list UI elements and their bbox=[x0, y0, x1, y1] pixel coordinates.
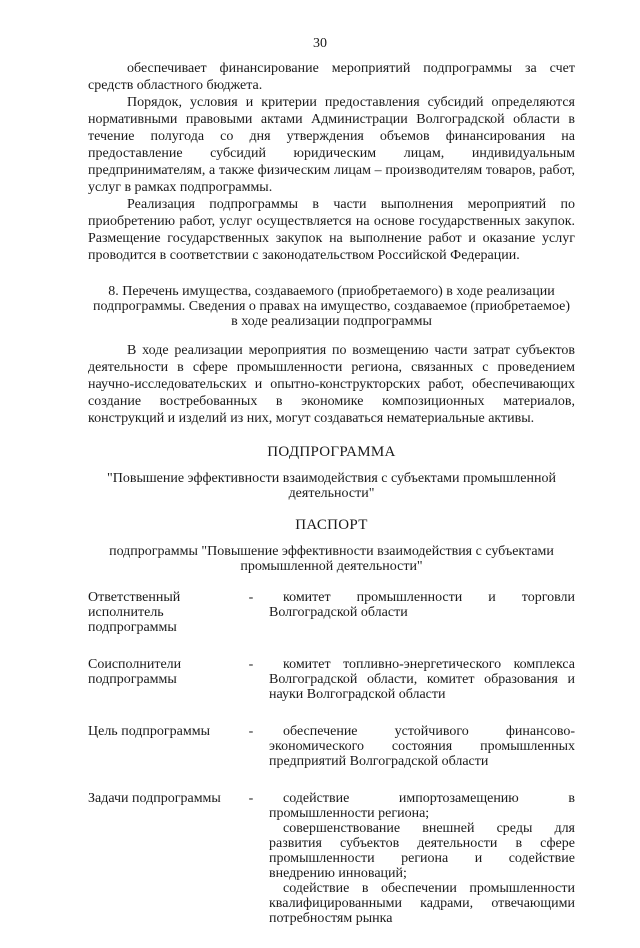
section-8-heading: 8. Перечень имущества, создаваемого (приобретаемого) в ходе реализации подпрограммы. Сведения о правах на имущество, создаваемое (приобретаемое) в ходе реализации подпрограммы bbox=[92, 284, 571, 329]
passport-dash: - bbox=[248, 657, 254, 672]
passport-label: Цель подпрограммы bbox=[88, 724, 210, 739]
passport-value-item: содействие импортозамещению в промышленности региона; bbox=[269, 791, 575, 821]
passport-value bbox=[269, 724, 575, 769]
passport-value-item: комитет топливно-энергетического комплекса Волгоградской области, комитет образования и науки Волгоградской области bbox=[269, 657, 575, 702]
passport-dash: - bbox=[248, 791, 254, 806]
document-body bbox=[88, 60, 575, 948]
passport-label: Задачи подпрограммы bbox=[88, 791, 221, 806]
intro-paragraph-3: Реализация подпрограммы в части выполнения мероприятий по приобретению работ, услуг осуществляется на основе государственных закупок. Размещение государственных закупок на выполнение работ и оказание услуг проводится в соответствии с законодательством Российской Федерации. bbox=[88, 197, 575, 263]
passport-row-tasks bbox=[88, 791, 575, 926]
passport-value bbox=[269, 657, 575, 702]
passport-label: Ответственный исполнитель подпрограммы bbox=[88, 590, 181, 635]
passport-title: ПАСПОРТ bbox=[295, 517, 368, 533]
subprogram-name: "Повышение эффективности взаимодействия с субъектами промышленной деятельности" bbox=[107, 471, 556, 501]
passport-value bbox=[269, 590, 575, 635]
passport-value-item: содействие в обеспечении промышленности квалифицированными кадрами, отвечающими потребностям рынка bbox=[269, 881, 575, 926]
passport-value-item: обеспечение устойчивого финансово-экономического состояния промышленных предприятий Волгоградской области bbox=[269, 724, 575, 769]
passport-value bbox=[269, 791, 575, 926]
passport-row-coexecutors bbox=[88, 657, 575, 702]
passport-row-goal bbox=[88, 724, 575, 769]
page-number: 30 bbox=[313, 36, 327, 51]
passport-subtitle: подпрограммы "Повышение эффективности взаимодействия с субъектами промышленной деятельности" bbox=[109, 544, 554, 574]
section-8-paragraph: В ходе реализации мероприятия по возмещению части затрат субъектов деятельности в сфере промышленности региона, связанных с проведением научно-исследовательских и опытно-конструкторских работ, обеспечивающих создание востребованных в экономике композиционных материалов, конструкций и изделий из них, могут создаваться нематериальные активы. bbox=[88, 343, 575, 426]
passport-dash: - bbox=[248, 590, 254, 605]
passport-value-item: комитет промышленности и торговли Волгоградской области bbox=[269, 590, 575, 620]
intro-paragraph-2: Порядок, условия и критерии предоставления субсидий определяются нормативными правовыми актами Администрации Волгоградской области в течение полугода со дня утверждения объемов финансирования на предоставление субсидий юридическим лицам, индивидуальным предпринимателям, а также физическим лицам – производителям товаров, работ, услуг в рамках подпрограммы. bbox=[88, 95, 575, 195]
subprogram-title: ПОДПРОГРАММА bbox=[267, 444, 396, 460]
intro-paragraph-1: обеспечивает финансирование мероприятий подпрограммы за счет средств областного бюджета. bbox=[88, 61, 575, 93]
passport-table bbox=[88, 590, 575, 926]
passport-row-responsible bbox=[88, 590, 575, 635]
passport-label: Соисполнители подпрограммы bbox=[88, 657, 182, 687]
passport-value-item: совершенствование внешней среды для развития субъектов деятельности в сфере промышленности региона и содействие внедрению инноваций; bbox=[269, 821, 575, 881]
passport-dash: - bbox=[248, 724, 254, 739]
